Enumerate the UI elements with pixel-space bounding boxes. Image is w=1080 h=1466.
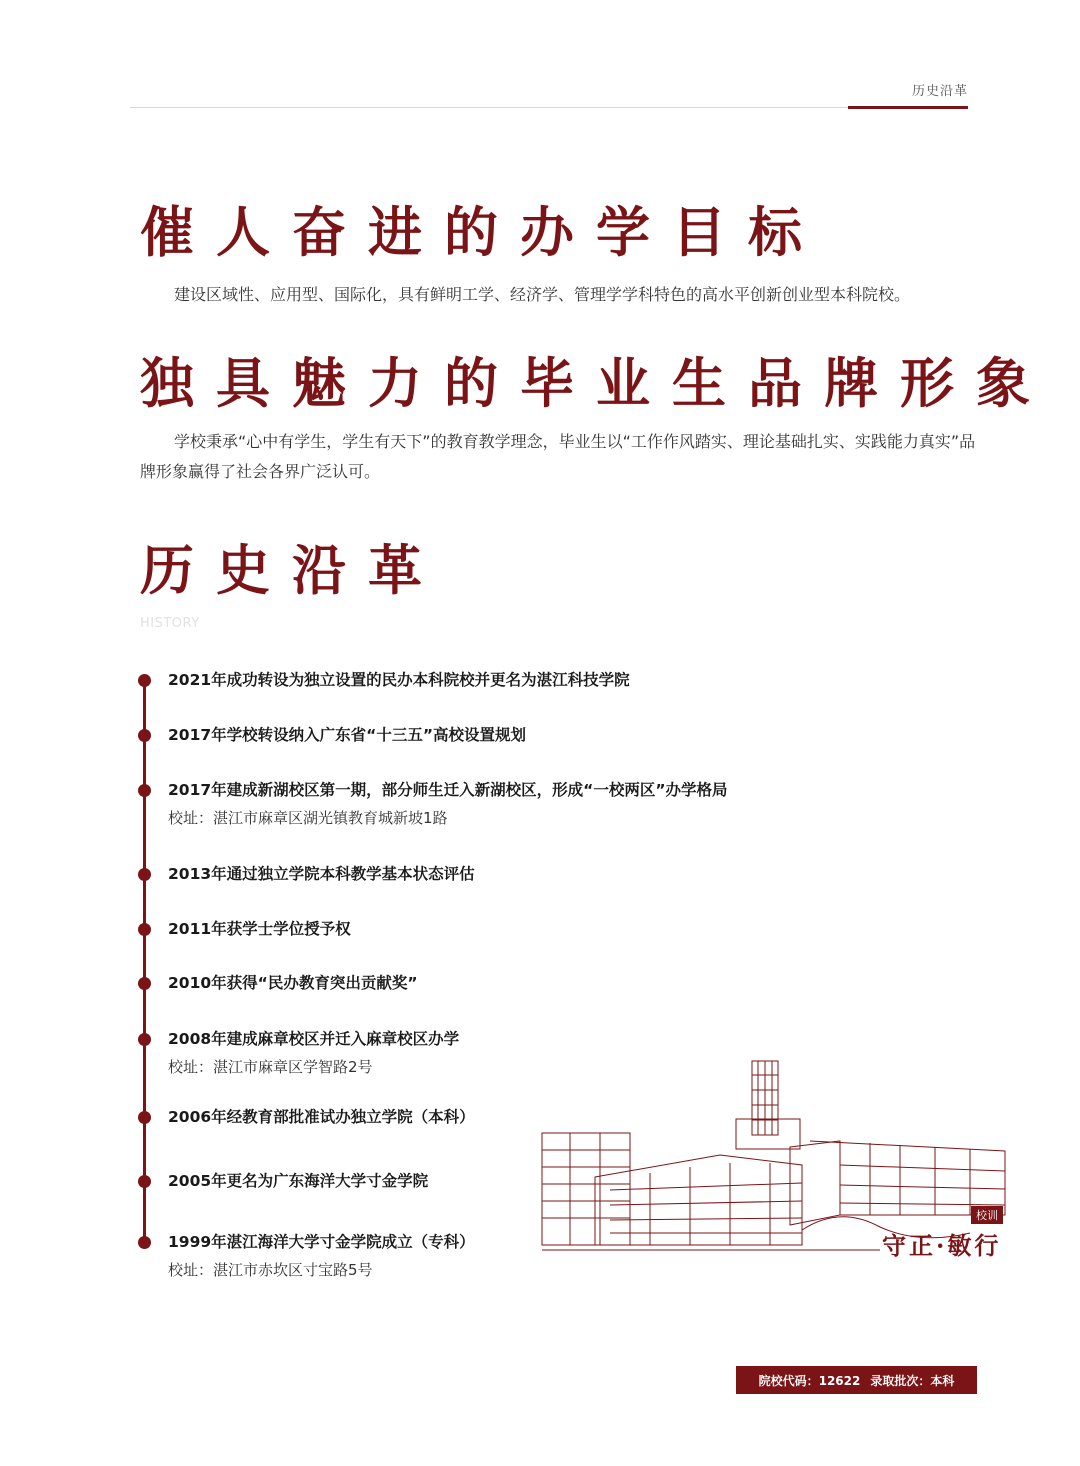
section2-body: 学校秉承“心中有学生，学生有天下”的教育教学理念，毕业生以“工作作风踏实、理论基础扎实、实践能力真实”品牌形象赢得了社会各界广泛认可。 <box>140 432 976 481</box>
timeline-item-title: 2005年更名为广东海洋大学寸金学院 <box>168 1172 429 1190</box>
footer-bar <box>736 1366 977 1394</box>
timeline-item <box>138 724 538 746</box>
header-divider <box>130 107 968 108</box>
timeline-item <box>138 918 538 940</box>
timeline-item-address: 校址：湛江市赤坎区寸宝路5号 <box>168 1261 373 1279</box>
timeline-item-address: 校址：湛江市麻章区湖光镇教育城新坡1路 <box>168 809 448 827</box>
history-title: 历史沿革 <box>140 538 444 602</box>
timeline-item-title: 2006年经教育部批准试办独立学院（本科） <box>168 1108 475 1126</box>
timeline-dot <box>138 977 151 990</box>
timeline-dot <box>138 674 151 687</box>
motto-badge: 校训 <box>971 1206 1003 1224</box>
timeline-dot <box>138 923 151 936</box>
school-motto: 守正·敏行 <box>882 1231 1002 1260</box>
timeline-item <box>138 1106 538 1128</box>
admission-batch: 录取批次：本科 <box>870 1373 955 1388</box>
timeline-item-title: 2013年通过独立学院本科教学基本状态评估 <box>168 865 475 883</box>
timeline-item <box>138 669 630 691</box>
timeline-item-title: 2017年建成新湖校区第一期，部分师生迁入新湖校区，形成“一校两区”办学格局 <box>168 781 728 799</box>
section2-title: 独具魅力的毕业生品牌形象 <box>140 351 1052 415</box>
timeline-dot <box>138 784 151 797</box>
timeline-item <box>138 779 728 829</box>
timeline-item-title: 2008年建成麻章校区并迁入麻章校区办学 <box>168 1030 460 1048</box>
timeline-item-title: 2017年学校转设纳入广东省“十三五”高校设置规划 <box>168 726 527 744</box>
section1-title: 催人奋进的办学目标 <box>140 200 824 264</box>
timeline-item <box>138 1231 538 1281</box>
timeline-item <box>138 863 538 885</box>
header-label: 历史沿革 <box>911 84 968 99</box>
timeline-dot <box>138 868 151 881</box>
timeline-item <box>138 1028 538 1078</box>
timeline-item <box>138 972 538 994</box>
timeline-dot <box>138 1111 151 1124</box>
timeline-item-address: 校址：湛江市麻章区学智路2号 <box>168 1058 373 1076</box>
timeline-item-title: 2010年获得“民办教育突出贡献奖” <box>168 974 418 992</box>
timeline-dot <box>138 1236 151 1249</box>
history-subtitle: HISTORY <box>140 616 200 631</box>
campus-building-illustration <box>540 1055 1010 1255</box>
timeline-item-title: 2011年获学士学位授予权 <box>168 920 351 938</box>
header-accent-bar <box>848 106 968 109</box>
school-code: 院校代码：12622 <box>758 1373 861 1388</box>
timeline-line <box>143 678 146 1248</box>
timeline-dot <box>138 1033 151 1046</box>
timeline-dot <box>138 729 151 742</box>
timeline-dot <box>138 1175 151 1188</box>
section1-body: 建设区域性、应用型、国际化，具有鲜明工学、经济学、管理学学科特色的高水平创新创业型本科院校。 <box>174 285 911 304</box>
timeline-item <box>138 1170 538 1192</box>
timeline-item-title: 2021年成功转设为独立设置的民办本科院校并更名为湛江科技学院 <box>168 671 630 689</box>
timeline-item-title: 1999年湛江海洋大学寸金学院成立（专科） <box>168 1233 475 1251</box>
